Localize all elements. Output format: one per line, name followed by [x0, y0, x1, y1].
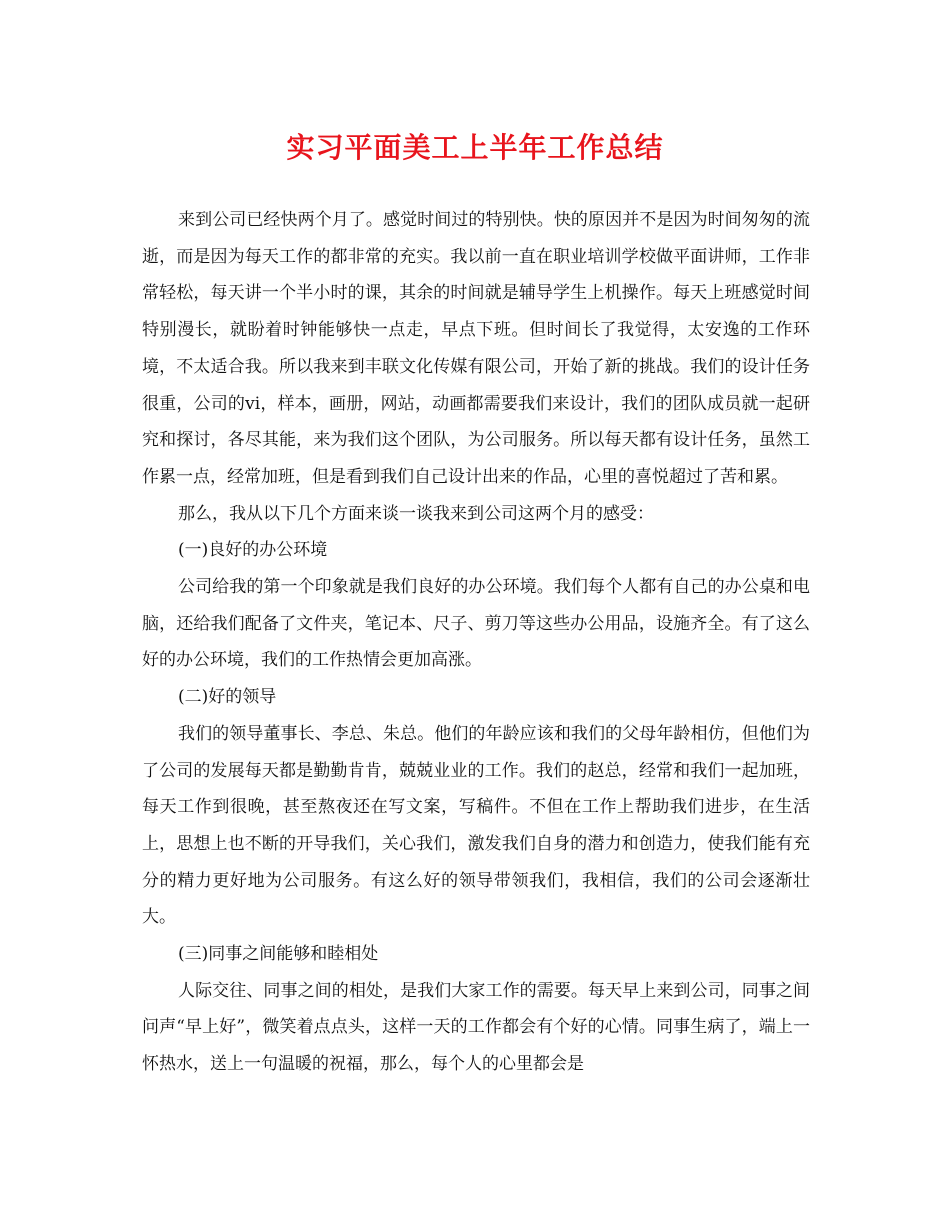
paragraph-leadership: 我们的领导董事长、李总、朱总。他们的年龄应该和我们的父母年龄相仿，但他们为了公司的发展每天都是勤勤肯肯，兢兢业业的工作。我们的赵总，经常和我们一起加班，每天工作到很晚，甚至熬夜还在写文案，写稿件。不但在工作上帮助我们进步，在生活上，思想上也不断的开导我们，关心我们，激发我们自身的潜力和创造力，使我们能有充分的精力更好地为公司服务。有这么好的领导带领我们，我相信，我们的公司会逐渐壮大。: [142, 723, 810, 928]
section-heading-leadership: (二)好的领导: [178, 687, 277, 708]
paragraph-aspects: 那么，我从以下几个方面来谈一谈我来到公司这两个月的感受：: [178, 503, 654, 524]
document-body: [142, 202, 810, 1083]
paragraph-environment: 公司给我的第一个印象就是我们良好的办公环境。我们每个人都有自己的办公桌和电脑，还给我们配备了文件夹，笔记本、尺子、剪刀等这些办公用品，设施齐全。有了这么好的办公环境，我们的工作热情会更加高涨。: [142, 577, 810, 671]
section-heading-environment: (一)良好的办公环境: [178, 540, 328, 561]
paragraph-intro: 来到公司已经快两个月了。感觉时间过的特别快。快的原因并不是因为时间匆匆的流逝，而是因为每天工作的都非常的充实。我以前一直在职业培训学校做平面讲师，工作非常轻松，每天讲一个半小时的课，其余的时间就是辅导学生上机操作。每天上班感觉时间特别漫长，就盼着时钟能够快一点走，早点下班。但时间长了我觉得，太安逸的工作环境，不太适合我。所以我来到丰联文化传媒有限公司，开始了新的挑战。我们的设计任务很重，公司的vi，样本，画册，网站，动画都需要我们来设计，我们的团队成员就一起研究和探讨，各尽其能，来为我们这个团队，为公司服务。所以每天都有设计任务，虽然工作累一点，经常加班，但是看到我们自己设计出来的作品，心里的喜悦超过了苦和累。: [142, 210, 810, 487]
paragraph-colleagues: 人际交往、同事之间的相处，是我们大家工作的需要。每天早上来到公司，同事之间问声“早上好”，微笑着点点头，这样一天的工作都会有个好的心情。同事生病了，端上一怀热水，送上一句温暖的祝福，那么，每个人的心里都会是: [142, 980, 810, 1075]
section-heading-colleagues: (三)同事之间能够和睦相处: [178, 944, 379, 965]
document-title: 实习平面美工上半年工作总结: [286, 131, 664, 164]
